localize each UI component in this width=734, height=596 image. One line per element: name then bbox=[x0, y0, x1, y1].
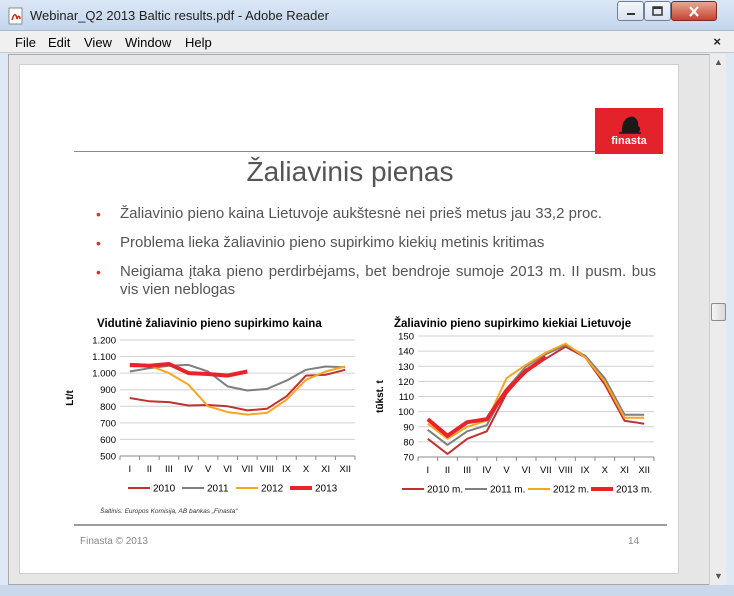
pdf-page bbox=[19, 64, 679, 574]
close-icon bbox=[688, 6, 700, 17]
x-tick-label: IV bbox=[482, 465, 492, 476]
y-tick-label: 1.000 bbox=[92, 368, 116, 380]
lion-logo-icon bbox=[595, 108, 663, 136]
menu-help[interactable]: Help bbox=[185, 35, 212, 50]
bullet-text: Žaliavinio pieno kaina Lietuvoje aukštesnė nei prieš metus jau 33,2 proc. bbox=[120, 205, 602, 222]
logo-text: finasta bbox=[611, 135, 647, 147]
x-tick-label: XI bbox=[321, 464, 331, 475]
y-tick-label: 700 bbox=[100, 418, 116, 430]
y-tick-label: 800 bbox=[100, 401, 116, 413]
x-tick-label: I bbox=[128, 464, 132, 475]
window-title: Webinar_Q2 2013 Baltic results.pdf - Adobe Reader bbox=[30, 8, 329, 23]
source-note: Šaltinis: Europos Komisija, AB bankas „Finasta“ bbox=[100, 508, 238, 515]
scroll-down-arrow-icon[interactable]: ▼ bbox=[714, 571, 723, 581]
document-viewport[interactable] bbox=[8, 54, 710, 585]
y-tick-label: 140 bbox=[398, 346, 414, 358]
price-chart bbox=[28, 333, 352, 505]
y-tick-label: 1.200 bbox=[92, 335, 116, 347]
bullet-marker: • bbox=[96, 206, 101, 222]
minimize-icon bbox=[626, 6, 636, 16]
slide-title: Žaliavinis pienas bbox=[246, 156, 454, 187]
x-tick-label: VII bbox=[241, 464, 254, 475]
x-tick-label: I bbox=[426, 465, 430, 476]
bullet-marker: • bbox=[96, 264, 101, 280]
price-chart-title: Vidutinė žaliavinio pieno supirkimo kaina bbox=[97, 318, 322, 330]
bullet-item bbox=[96, 234, 656, 252]
x-tick-label: II bbox=[146, 464, 153, 475]
y-tick-label: 80 bbox=[403, 437, 414, 449]
finasta-logo bbox=[595, 108, 663, 154]
bullet-list bbox=[96, 205, 656, 310]
y-tick-label: 130 bbox=[398, 361, 414, 373]
bullet-item bbox=[96, 263, 656, 299]
legend-label: 2010 m. bbox=[427, 484, 464, 496]
x-tick-label: II bbox=[444, 465, 451, 476]
legend-label: 2011 m. bbox=[490, 484, 526, 496]
legend-label: 2012 m. bbox=[553, 484, 590, 496]
x-tick-label: IX bbox=[580, 465, 590, 476]
x-tick-label: VIII bbox=[558, 465, 573, 476]
minimize-button[interactable] bbox=[617, 1, 644, 21]
menu-file[interactable]: File bbox=[15, 35, 36, 50]
x-tick-label: X bbox=[601, 465, 609, 476]
x-tick-label: XII bbox=[339, 464, 352, 475]
legend-label: 2013 m. bbox=[616, 484, 653, 496]
bullet-text: Problema lieka žaliavinio pieno supirkimo kiekių metinis kritimas bbox=[120, 234, 545, 251]
volume-chart bbox=[353, 333, 658, 505]
page-number: 14 bbox=[628, 536, 640, 547]
y-tick-label: 110 bbox=[398, 392, 414, 403]
window-title-bar bbox=[0, 0, 734, 31]
close-document-button[interactable]: × bbox=[713, 34, 721, 49]
y-tick-label: 150 bbox=[398, 331, 414, 343]
x-tick-label: III bbox=[164, 464, 173, 475]
x-tick-label: V bbox=[204, 464, 212, 475]
bullet-marker: • bbox=[96, 235, 101, 251]
y-tick-label: 900 bbox=[100, 385, 116, 397]
x-tick-label: VI bbox=[223, 464, 233, 475]
y-tick-label: 600 bbox=[100, 434, 116, 446]
bullet-item bbox=[96, 205, 656, 223]
x-tick-label: IV bbox=[184, 464, 194, 475]
x-tick-label: V bbox=[503, 465, 510, 476]
x-tick-label: VI bbox=[521, 465, 531, 476]
y-axis-label: tūkst. t bbox=[375, 380, 386, 413]
menu-window[interactable]: Window bbox=[125, 35, 172, 50]
menu-edit[interactable]: Edit bbox=[48, 35, 71, 50]
x-tick-label: IX bbox=[281, 464, 291, 475]
footer-divider bbox=[74, 524, 667, 526]
y-tick-label: 100 bbox=[398, 407, 414, 419]
x-tick-label: XI bbox=[620, 465, 629, 476]
x-tick-label: III bbox=[463, 465, 472, 476]
y-tick-label: 1.100 bbox=[92, 352, 116, 364]
maximize-button[interactable] bbox=[644, 1, 671, 21]
menu-view[interactable]: View bbox=[84, 35, 112, 50]
volume-chart-title: Žaliavinio pieno supirkimo kiekiai Lietuvoje bbox=[394, 318, 632, 330]
legend-label: 2012 bbox=[261, 483, 284, 495]
window-bottom-border bbox=[0, 585, 734, 596]
close-window-button[interactable] bbox=[671, 1, 717, 21]
legend-label: 2010 bbox=[153, 483, 176, 495]
y-tick-label: 500 bbox=[100, 451, 116, 463]
adobe-reader-icon bbox=[8, 7, 24, 25]
bullet-text: Neigiama įtaka pieno perdirbėjams, bet bendroje sumoje 2013 m. II pusm. bus vis vien neblogas bbox=[120, 263, 656, 298]
x-tick-label: VII bbox=[540, 465, 552, 476]
footer-copyright: Finasta © 2013 bbox=[80, 536, 148, 547]
y-tick-label: 70 bbox=[403, 452, 414, 464]
menu-bar bbox=[0, 31, 734, 53]
legend-label: 2011 bbox=[207, 483, 229, 495]
vertical-scrollbar[interactable] bbox=[709, 54, 726, 585]
title-divider bbox=[74, 151, 595, 152]
legend-label: 2013 bbox=[315, 483, 338, 495]
y-axis-label: Lt/t bbox=[65, 390, 76, 406]
y-tick-label: 120 bbox=[398, 376, 414, 388]
scroll-up-arrow-icon[interactable]: ▲ bbox=[714, 57, 723, 67]
x-tick-label: X bbox=[302, 464, 310, 475]
scroll-thumb[interactable] bbox=[711, 303, 726, 321]
y-tick-label: 90 bbox=[403, 422, 414, 434]
x-tick-label: VIII bbox=[259, 464, 275, 475]
maximize-icon bbox=[652, 6, 663, 16]
x-tick-label: XII bbox=[638, 465, 650, 476]
